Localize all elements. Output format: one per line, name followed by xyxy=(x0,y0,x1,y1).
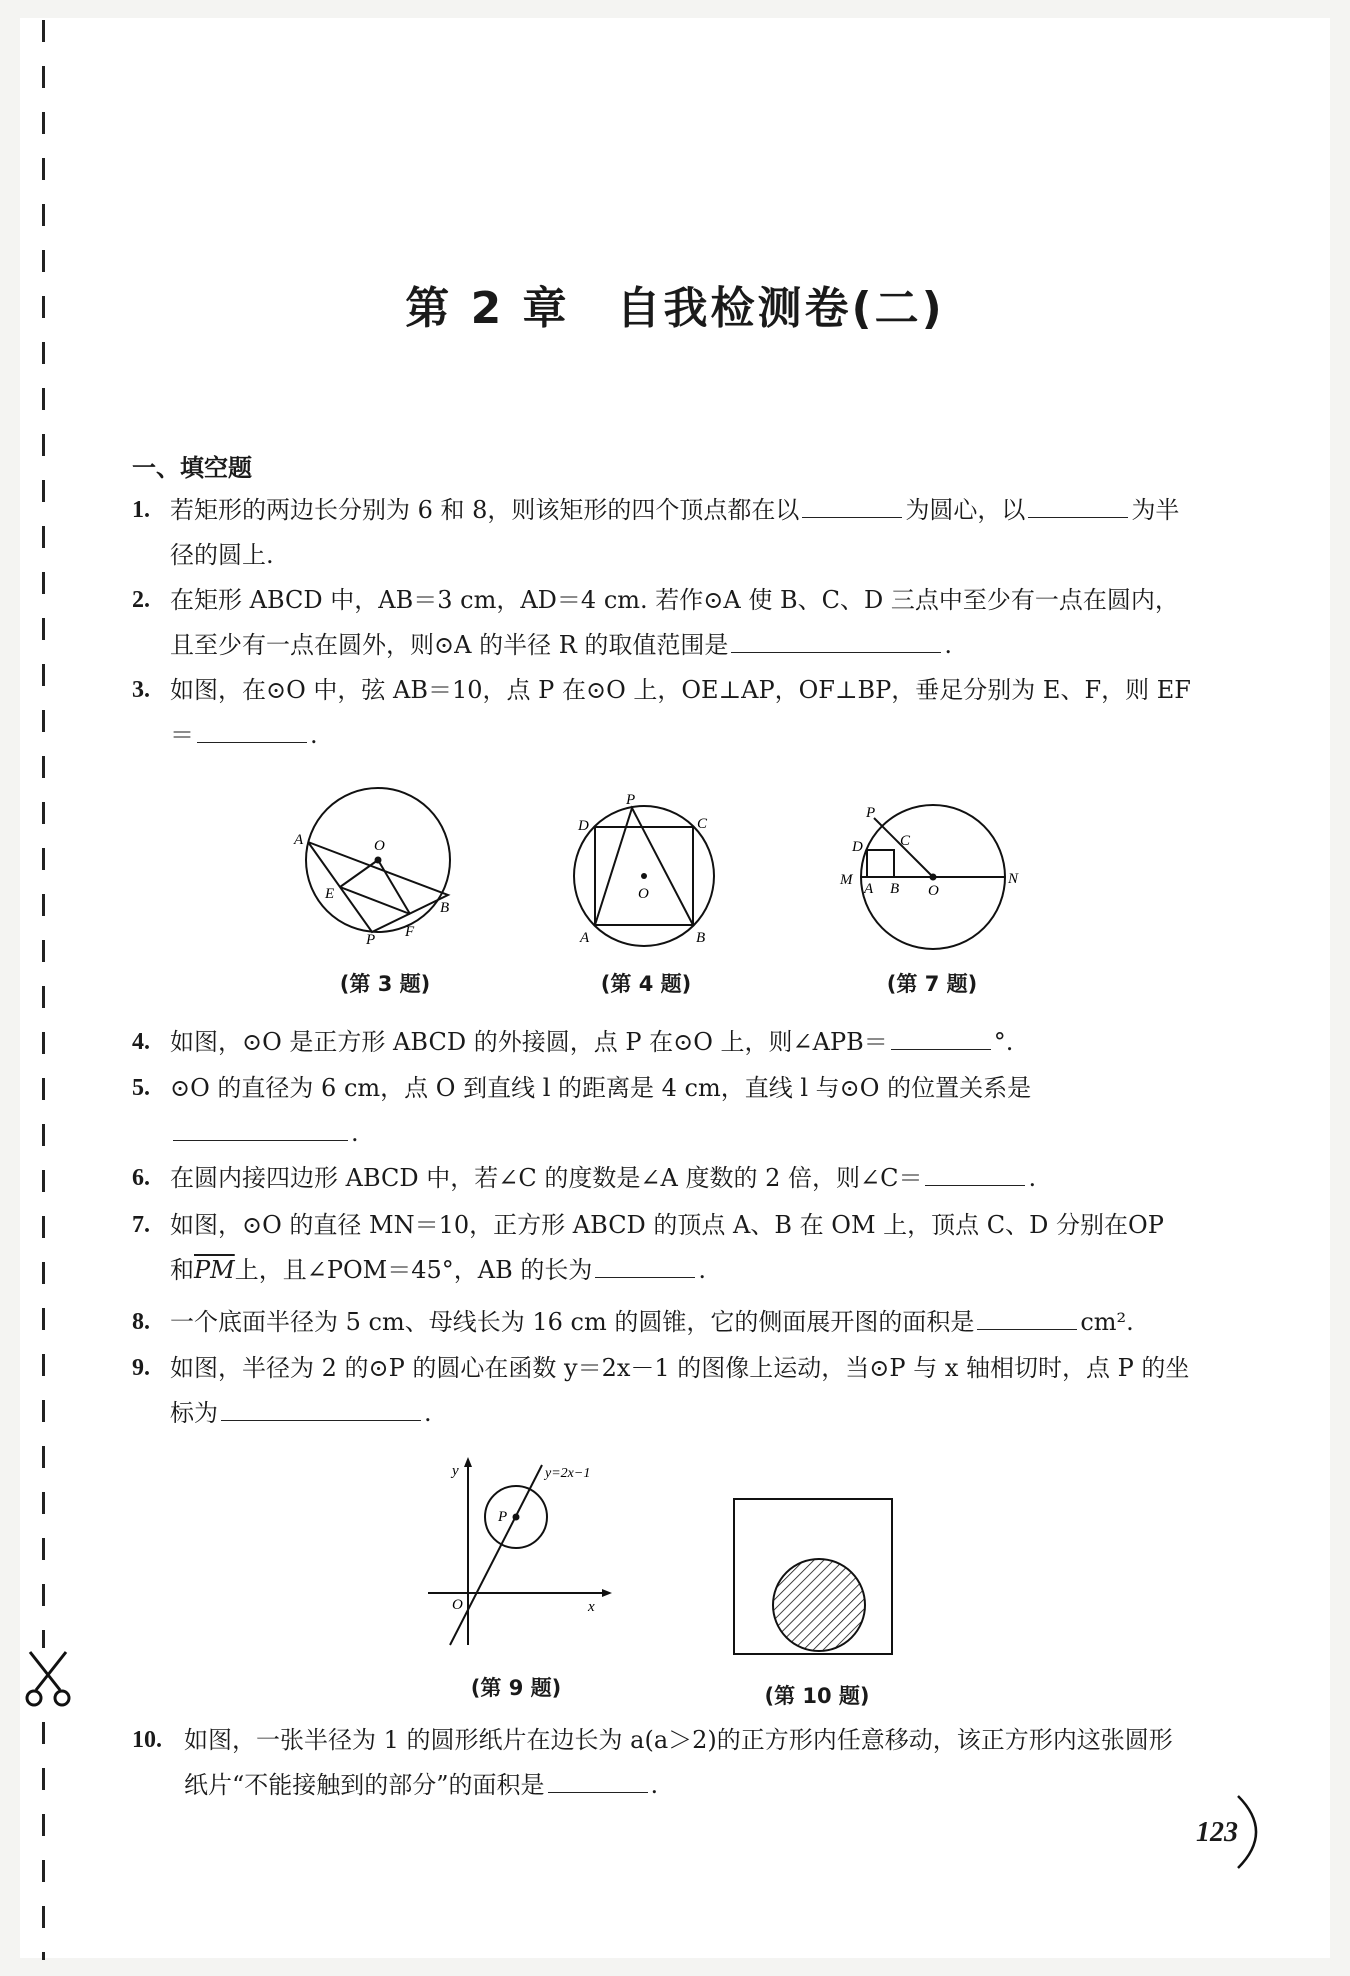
scissors-icon xyxy=(22,1648,74,1708)
fig7-label: P xyxy=(866,805,876,821)
figure-9-caption: (第 9 题) xyxy=(470,1676,562,1700)
question-8: 8. 一个底面半径为 5 cm、母线长为 16 cm 的圆锥，它的侧面展开图的面积是 cm². xyxy=(132,1300,1192,1345)
figure-10 xyxy=(730,1495,900,1660)
figure-4 xyxy=(560,790,730,950)
figure-7 xyxy=(830,795,1030,955)
question-4: 4. 如图，⊙O 是正方形 ABCD 的外接圆，点 P 在⊙O 上，则∠APB＝ °. xyxy=(132,1020,1192,1065)
figure-4-caption: (第 4 题) xyxy=(600,972,692,996)
fig4-label: A xyxy=(580,930,590,946)
answer-blank[interactable] xyxy=(802,491,902,518)
fig4-label: C xyxy=(697,816,708,832)
question-5: 5. ⊙O 的直径为 6 cm，点 O 到直线 l 的距离是 4 cm，直线 l 与⊙O 的位置关系是. xyxy=(132,1074,1032,1147)
fig4-label: D xyxy=(578,818,589,834)
page-number: 123 xyxy=(1196,1817,1238,1848)
answer-blank[interactable] xyxy=(1028,491,1128,518)
section-heading: 一、填空题 xyxy=(132,454,252,482)
fig3-label: O xyxy=(374,838,385,854)
figure-10-caption: (第 10 题) xyxy=(764,1684,870,1708)
answer-blank[interactable] xyxy=(977,1303,1077,1330)
figure-3-caption: (第 3 题) xyxy=(339,972,431,996)
fig4-label: P xyxy=(626,792,636,808)
fig7-label: D xyxy=(852,839,863,855)
question-3: 3. 如图，在⊙O 中，弦 AB＝10，点 P 在⊙O 上，OE⊥AP，OF⊥BP，垂足分别为 E、F，则 EF＝ . xyxy=(132,676,1191,749)
fig9-label: y xyxy=(452,1463,459,1479)
question-1: 1. 若矩形的两边长分别为 6 和 8，则该矩形的四个顶点都在以 为圆心，以 为半径的圆上. xyxy=(132,488,1192,578)
fig3-label: F xyxy=(405,924,415,940)
fig7-label: B xyxy=(890,881,900,897)
question-7: 7. 如图，⊙O 的直径 MN＝10，正方形 ABCD 的顶点 A、B 在 OM 上，顶点 C、D 分别在OP 和$\overline{PM}$上，且∠POM＝45°，AB 的长为 . xyxy=(132,1211,1164,1284)
answer-blank[interactable] xyxy=(731,626,941,653)
fig7-label: C xyxy=(900,833,911,849)
fig3-label: A xyxy=(294,832,304,848)
answer-blank[interactable] xyxy=(925,1159,1025,1186)
fig9-label: O xyxy=(452,1597,463,1613)
fig3-label: B xyxy=(440,900,450,916)
figure-9 xyxy=(420,1455,630,1655)
answer-blank[interactable] xyxy=(595,1251,695,1278)
answer-blank[interactable] xyxy=(197,716,307,743)
arc-pm: $\overline{PM}$ xyxy=(194,1256,235,1284)
question-10: 10. 如图，一张半径为 1 的圆形纸片在边长为 a(a＞2)的正方形内任意移动，该正方形内这张圆形纸片“不能接触到的部分”的面积是 . xyxy=(132,1726,1173,1799)
fig7-label: M xyxy=(840,872,853,888)
fig3-label: E xyxy=(325,886,335,902)
question-6: 6. 在圆内接四边形 ABCD 中，若∠C 的度数是∠A 度数的 2 倍，则∠C＝ . xyxy=(132,1156,1192,1201)
figure-3 xyxy=(290,780,470,950)
question-9: 9. 如图，半径为 2 的⊙P 的圆心在函数 y＝2x－1 的图像上运动，当⊙P 与 x 轴相切时，点 P 的坐标为 . xyxy=(132,1354,1190,1427)
fig7-label: N xyxy=(1008,871,1019,887)
question-2: 2. 在矩形 ABCD 中，AB＝3 cm，AD＝4 cm. 若作⊙A 使 B、C、D 三点中至少有一点在圆内，且至少有一点在圆外，则⊙A 的半径 R 的取值范围是 . xyxy=(132,586,1179,659)
page-number-bracket xyxy=(1228,1792,1278,1872)
fig9-label: P xyxy=(498,1509,508,1525)
fig3-label: P xyxy=(366,932,376,948)
fig7-label: A xyxy=(864,881,874,897)
answer-blank[interactable] xyxy=(221,1394,421,1421)
fig4-label: B xyxy=(696,930,706,946)
fig9-label: y=2x−1 xyxy=(545,1466,591,1481)
fig7-label: O xyxy=(928,883,939,899)
answer-blank[interactable] xyxy=(548,1766,648,1793)
fig4-label: O xyxy=(638,886,649,902)
answer-blank[interactable] xyxy=(891,1023,991,1050)
answer-blank[interactable] xyxy=(173,1114,348,1141)
page-title: 第 2 章 自我检测卷(二) xyxy=(405,283,945,334)
figure-7-caption: (第 7 题) xyxy=(886,972,978,996)
fig9-label: x xyxy=(588,1599,595,1615)
